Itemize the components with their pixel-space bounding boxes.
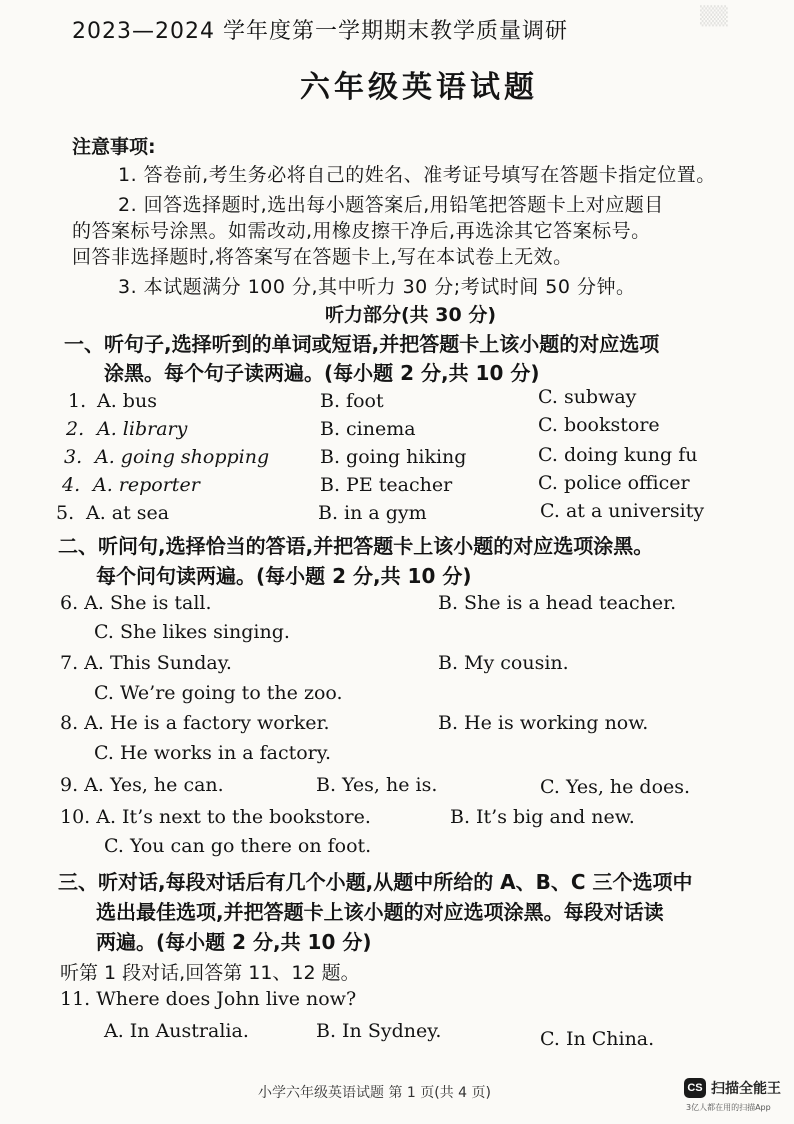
option-c: C. doing kung fu <box>538 444 698 466</box>
notice-line: 3. 本试题满分 100 分,其中听力 30 分;考试时间 50 分钟。 <box>118 276 636 298</box>
notice-heading: 注意事项: <box>72 136 156 158</box>
q11-stem: 11. Where does John live now? <box>60 988 357 1010</box>
question-number: 3. <box>64 446 83 468</box>
option-c: C. subway <box>538 386 637 408</box>
q6-option-a: 6. A. She is tall. <box>60 592 212 614</box>
option-c: C. police officer <box>538 472 690 494</box>
section1-heading-cont: 涂黑。每个句子读两遍。(每小题 2 分,共 10 分) <box>104 361 540 385</box>
option-c: C. at a university <box>540 500 705 522</box>
question-number: 2. <box>66 418 85 440</box>
q11-option-c: C. In China. <box>540 1028 655 1050</box>
notice-line: 1. 答卷前,考生务必将自己的姓名、准考证号填写在答题卡指定位置。 <box>118 164 716 186</box>
option-a: A. going shopping <box>95 446 270 468</box>
section3-heading-cont: 两遍。(每小题 2 分,共 10 分) <box>96 930 372 954</box>
scanner-logo-icon: CS <box>684 1078 706 1098</box>
dialog-instruction: 听第 1 段对话,回答第 11、12 题。 <box>60 962 360 984</box>
notice-line: 2. 回答选择题时,选出每小题答案后,用铅笔把答题卡上对应题目 <box>118 194 664 216</box>
option-a: A. at sea <box>86 502 170 524</box>
section3-heading-cont: 选出最佳选项,并把答题卡上该小题的对应选项涂黑。每段对话读 <box>96 900 664 924</box>
exam-subtitle: 2023—2024 学年度第一学期期末教学质量调研 <box>72 19 568 44</box>
section1-heading: 一、听句子,选择听到的单词或短语,并把答题卡上该小题的对应选项 <box>64 332 660 356</box>
option-b: B. in a gym <box>318 502 427 524</box>
bleed-through: ▒▒ <box>700 6 728 27</box>
section2-heading-cont: 每个问句读两遍。(每小题 2 分,共 10 分) <box>96 564 472 588</box>
q8-option-c: C. He works in a factory. <box>94 742 332 764</box>
q9-option-b: B. Yes, he is. <box>316 774 438 796</box>
listening-part-heading: 听力部分(共 30 分) <box>325 304 497 326</box>
section3-heading: 三、听对话,每段对话后有几个小题,从题中所给的 A、B、C 三个选项中 <box>58 870 693 894</box>
q8-option-a: 8. A. He is a factory worker. <box>60 712 330 734</box>
q8-option-b: B. He is working now. <box>438 712 649 734</box>
q7-option-c: C. We’re going to the zoo. <box>94 682 343 704</box>
option-a: A. reporter <box>93 474 200 496</box>
option-b: B. going hiking <box>320 446 467 468</box>
scanner-app-tagline: 3亿人都在用的扫描App <box>686 1103 771 1112</box>
q9-option-c: C. Yes, he does. <box>540 776 691 798</box>
scanner-watermark <box>684 1076 794 1116</box>
option-a: A. bus <box>97 390 157 412</box>
q10-option-b: B. It’s big and new. <box>450 806 635 828</box>
section2-heading: 二、听问句,选择恰当的答语,并把答题卡上该小题的对应选项涂黑。 <box>58 534 654 558</box>
option-a: A. library <box>97 418 188 440</box>
scanner-app-name: 扫描全能王 <box>711 1081 781 1097</box>
q10-option-a: 10. A. It’s next to the bookstore. <box>60 806 371 828</box>
option-b: B. PE teacher <box>320 474 453 496</box>
question-number: 4. <box>62 474 81 496</box>
page-title: 六年级英语试题 <box>300 70 538 105</box>
q9-option-a: 9. A. Yes, he can. <box>60 774 224 796</box>
notice-line: 的答案标号涂黑。如需改动,用橡皮擦干净后,再选涂其它答案标号。 <box>72 220 651 242</box>
q7-option-a: 7. A. This Sunday. <box>60 652 232 674</box>
q7-option-b: B. My cousin. <box>438 652 569 674</box>
option-b: B. foot <box>320 390 384 412</box>
q6-option-c: C. She likes singing. <box>94 621 290 643</box>
q11-option-a: A. In Australia. <box>104 1020 249 1042</box>
option-c: C. bookstore <box>538 414 660 436</box>
q10-option-c: C. You can go there on foot. <box>104 835 372 857</box>
page-footer: 小学六年级英语试题 第 1 页(共 4 页) <box>258 1085 491 1101</box>
question-number: 5. <box>56 502 75 524</box>
notice-line: 回答非选择题时,将答案写在答题卡上,写在本试卷上无效。 <box>72 246 573 268</box>
q11-option-b: B. In Sydney. <box>316 1020 442 1042</box>
question-number: 1. <box>68 390 87 412</box>
option-b: B. cinema <box>320 418 416 440</box>
q6-option-b: B. She is a head teacher. <box>438 592 677 614</box>
